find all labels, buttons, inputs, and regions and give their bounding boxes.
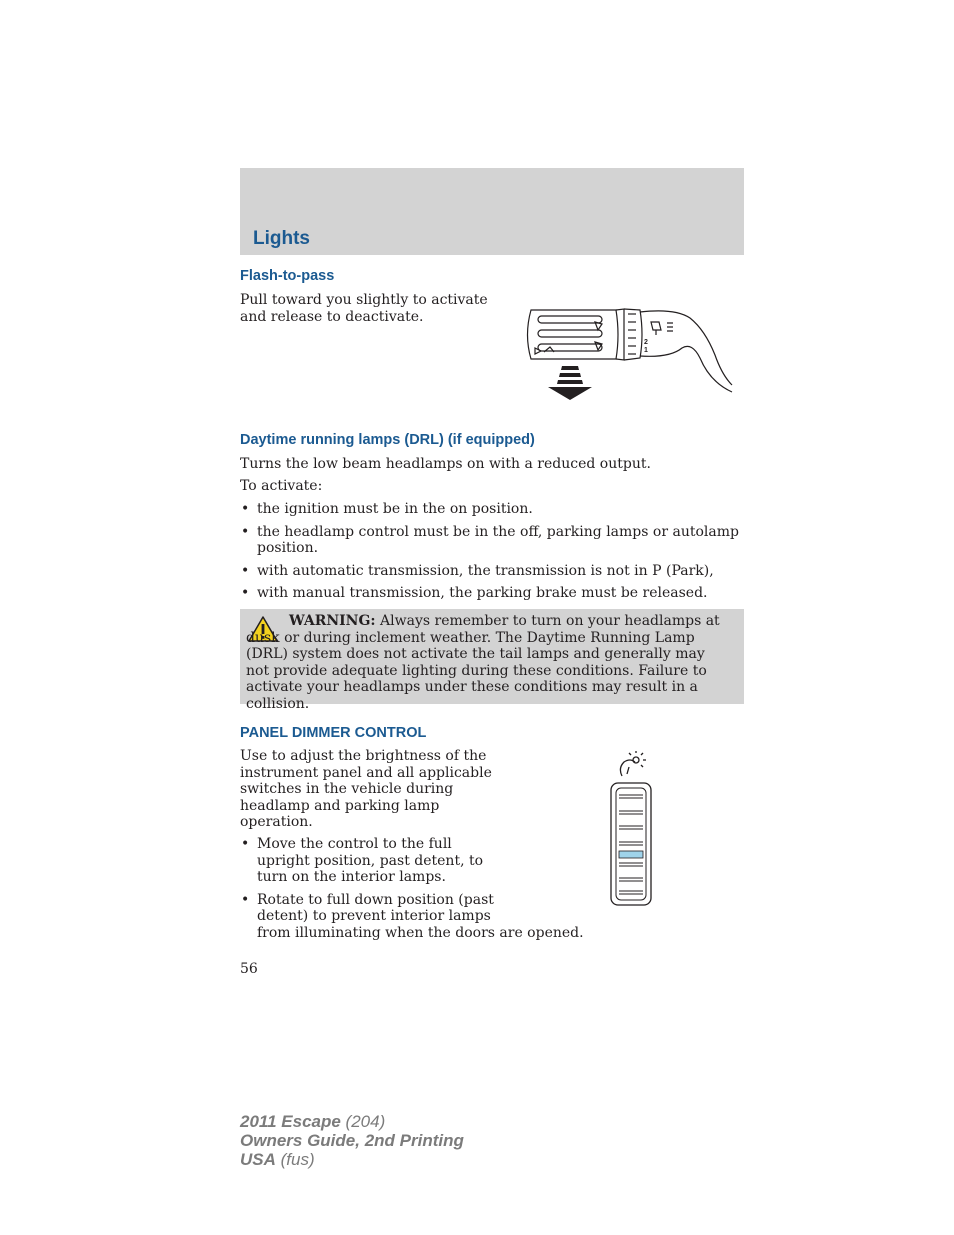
page-number: 56 bbox=[240, 961, 258, 977]
dashboard-light-icon bbox=[620, 751, 646, 776]
list-item-line: detent) to prevent interior lamps bbox=[257, 908, 491, 924]
panel-dimmer-line: switches in the vehicle during bbox=[240, 781, 454, 797]
panel-dimmer-illustration bbox=[605, 750, 657, 910]
panel-dimmer-heading: PANEL DIMMER CONTROL bbox=[240, 725, 427, 741]
flash-to-pass-line-1: Pull toward you slightly to activate bbox=[240, 292, 488, 308]
section-title: Lights bbox=[253, 228, 310, 249]
section-header-band bbox=[240, 168, 744, 255]
multifunction-stalk-illustration bbox=[520, 300, 735, 405]
panel-dimmer-line: instrument panel and all applicable bbox=[240, 764, 492, 781]
panel-dimmer-line: Use to adjust the brightness of the bbox=[240, 748, 487, 764]
panel-dimmer-line: operation. bbox=[240, 814, 313, 830]
list-item: • with automatic transmission, the transmission is not in P (Park), bbox=[240, 563, 740, 580]
footer-guide-edition: Owners Guide, 2nd Printing bbox=[240, 1131, 464, 1150]
list-item-line: turn on the interior lamps. bbox=[257, 869, 446, 885]
footer-market: USA bbox=[240, 1150, 276, 1169]
drl-to-activate: To activate: bbox=[240, 478, 323, 494]
warning-label: WARNING: bbox=[289, 613, 376, 629]
pull-down-arrow-icon bbox=[548, 366, 592, 400]
panel-dimmer-bullet-list bbox=[240, 836, 600, 941]
dimmer-detent-marker bbox=[619, 851, 643, 858]
flash-to-pass-body bbox=[240, 292, 488, 325]
flash-to-pass-line-2: and release to deactivate. bbox=[240, 308, 424, 325]
panel-dimmer-body bbox=[240, 748, 492, 831]
list-item bbox=[240, 836, 600, 886]
flash-to-pass-heading: Flash-to-pass bbox=[240, 268, 335, 284]
footer-model: 2011 Escape bbox=[240, 1112, 341, 1131]
footer-model-code: (204) bbox=[340, 1112, 386, 1131]
document-footer bbox=[240, 1112, 464, 1169]
footer-market-code: (fus) bbox=[275, 1150, 315, 1169]
list-item-line: Rotate to full down position (past bbox=[257, 891, 494, 908]
stalk-position-2-label: 2 bbox=[644, 339, 648, 346]
drl-intro: Turns the low beam headlamps on with a reduced output. bbox=[240, 456, 651, 472]
list-item bbox=[240, 892, 600, 942]
drl-heading: Daytime running lamps (DRL) (if equipped) bbox=[240, 432, 535, 448]
warning-text bbox=[246, 613, 730, 712]
list-item-line: from illuminating when the doors are opened. bbox=[257, 924, 584, 941]
list-item: • the ignition must be in the on position. bbox=[240, 501, 740, 518]
list-item-line: Move the control to the full bbox=[257, 836, 452, 852]
panel-dimmer-line: headlamp and parking lamp bbox=[240, 797, 440, 814]
warning-text-body: dusk or during inclement weather. The Daytime Running Lamp (DRL) system does not activate the tail lamps and generally may not provide adequate lighting during these conditions. Failure to activate your headlamps under these conditions may result in a collision. bbox=[246, 629, 707, 712]
list-item-line: upright position, past detent, to bbox=[257, 852, 484, 869]
stalk-position-1-label: 1 bbox=[644, 347, 648, 354]
drl-bullet-list bbox=[240, 501, 740, 602]
warning-box bbox=[240, 609, 744, 712]
warning-text-first-line: Always remember to turn on your headlamps at bbox=[375, 613, 720, 629]
list-item: • the headlamp control must be in the off, parking lamps or autolamp position. bbox=[240, 524, 740, 557]
list-item: • with manual transmission, the parking brake must be released. bbox=[240, 585, 740, 602]
